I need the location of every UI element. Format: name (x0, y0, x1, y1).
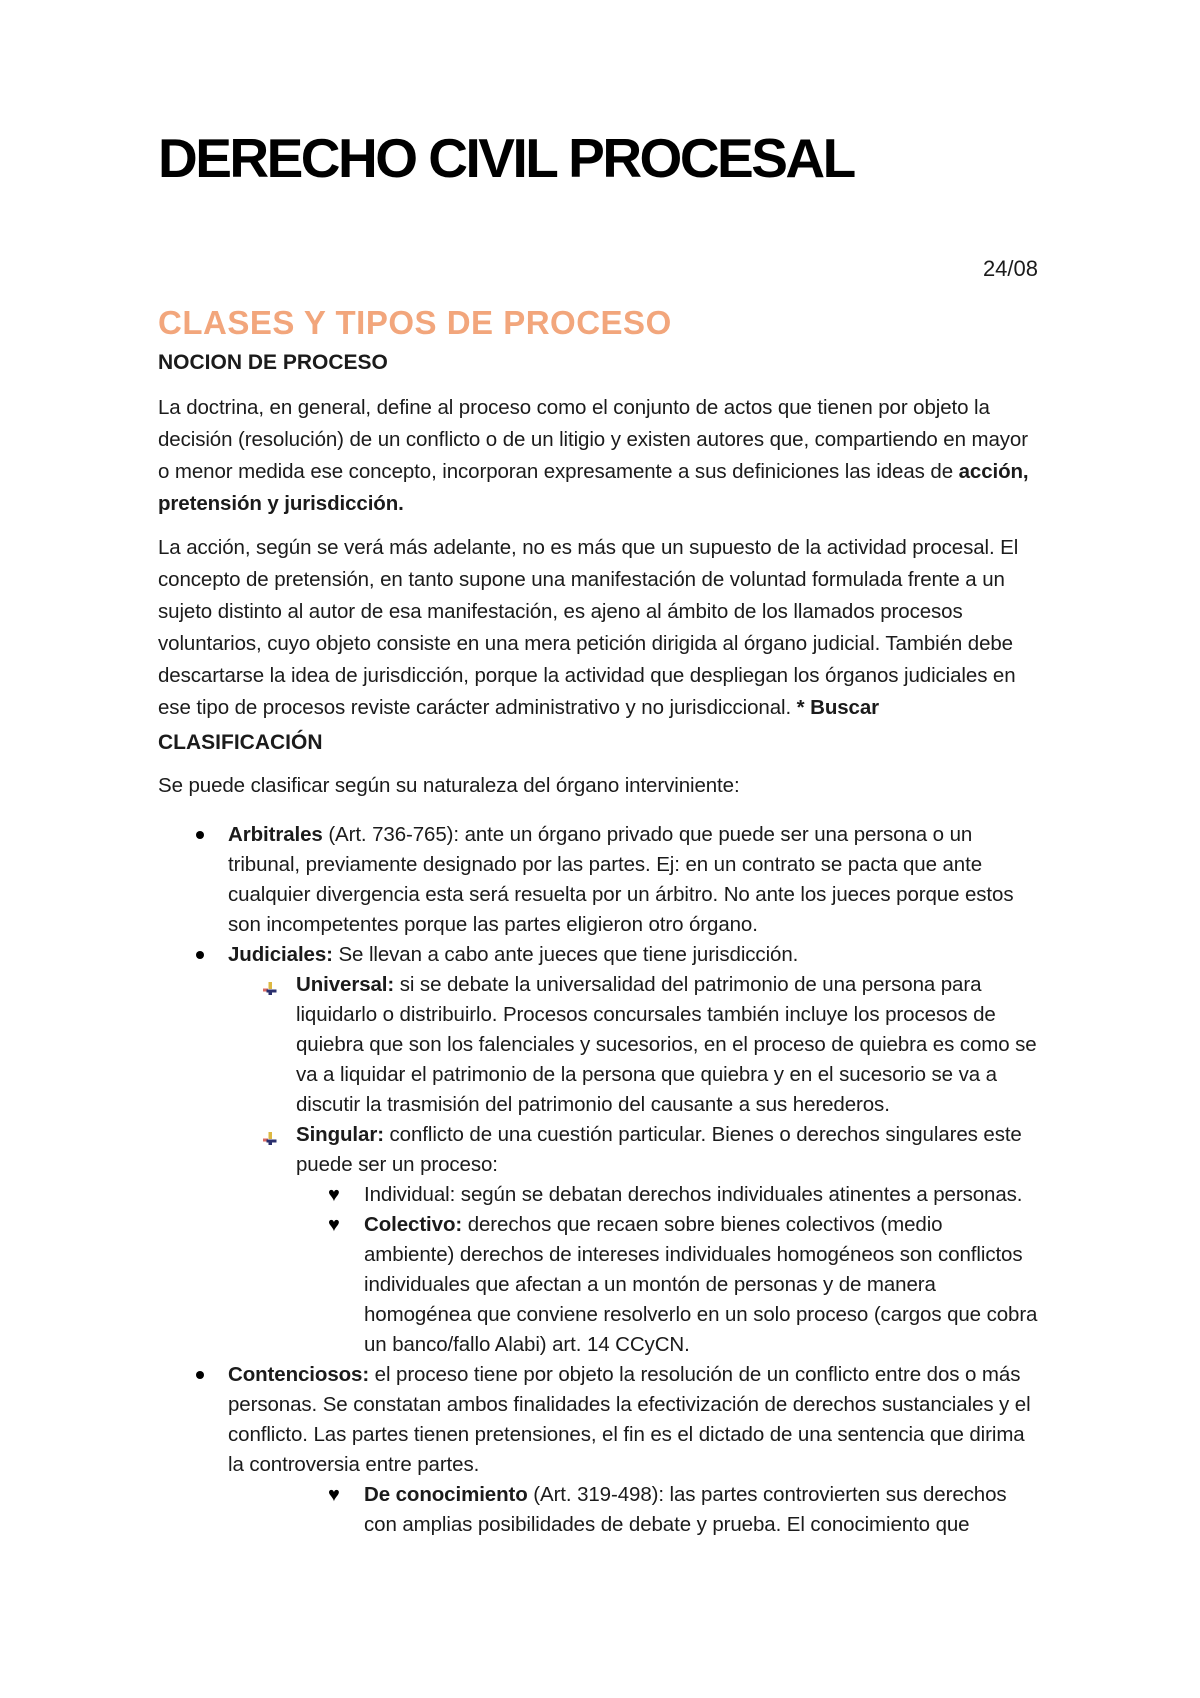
pin-arrow-bullet-icon (263, 1125, 277, 1155)
heart-bullet-icon: ♥ (328, 1484, 340, 1506)
classification-list (158, 820, 1038, 1540)
paragraph-clasificacion-intro: Se puede clasificar según su naturaleza del órgano interviniente: (158, 774, 740, 797)
list-item-lead: Contenciosos: (228, 1363, 370, 1386)
list-item-lead: Singular: (296, 1123, 384, 1146)
document-title: DERECHO CIVIL PROCESAL (158, 127, 854, 189)
list-item-singular (158, 1120, 1038, 1180)
paragraph-nocion-1 (158, 392, 1038, 520)
date-label: 24/08 (982, 256, 1038, 281)
bullet-dot-icon (196, 1371, 204, 1379)
list-item-text: derechos que recaen sobre bienes colectivos (medio ambiente) derechos de intereses individuales homogéneos son conflictos individuales que afectan a un montón de personas y de manera homogénea que conviene resolverlo en un solo proceso (cargos que cobra un banco/fallo Alabi) art. 14 CCyCN. (364, 1213, 1038, 1356)
paragraph-bold-text: * Buscar (796, 696, 880, 719)
paragraph-bold-text: acción, pretensión y jurisdicción. (158, 460, 1029, 515)
paragraph-text: La doctrina, en general, define al proceso como el conjunto de actos que tienen por objeto la decisión (resolución) de un conflicto o de un litigio y existen autores que, compartiendo en mayor o menor medida ese concepto, incorporan expresamente a sus definiciones las ideas de (158, 396, 1028, 483)
paragraph-nocion-2 (158, 532, 1038, 724)
list-item-lead: Universal: (296, 973, 395, 996)
pin-arrow-bullet-icon (263, 975, 277, 1005)
list-item-colectivo (158, 1210, 1038, 1360)
subheading-clasificacion: CLASIFICACIÓN (158, 731, 323, 754)
section-heading: CLASES Y TIPOS DE PROCESO (158, 304, 672, 341)
list-item-lead: Judiciales: (228, 943, 333, 966)
list-item-text: si se debate la universalidad del patrimonio de una persona para liquidarlo o distribuirlo. Procesos concursales también incluye los procesos de quiebra que son los falenciales y sucesorios, en el proceso de quiebra es como se va a liquidar el patrimonio de la persona que quiebra y en el sucesorio se va a discutir la trasmisión del patrimonio del causante a sus herederos. (296, 973, 1037, 1116)
list-item-text: (Art. 736-765): ante un órgano privado que puede ser una persona o un tribunal, previamente designado por las partes. Ej: en un contrato se pacta que ante cualquier divergencia esta será resuelta por un árbitro. No ante los jueces porque estos son incompetentes porque las partes eligieron otro órgano. (228, 823, 1014, 936)
list-item-de-conocimiento (158, 1480, 1038, 1540)
bullet-dot-icon (196, 951, 204, 959)
list-item-lead: Arbitrales (228, 823, 323, 846)
subheading-nocion: NOCION DE PROCESO (158, 351, 388, 374)
list-item-individual (158, 1180, 1038, 1210)
list-item-lead: Colectivo: (364, 1213, 463, 1236)
list-item-contenciosos (158, 1360, 1038, 1480)
list-item-judiciales (158, 940, 1038, 970)
list-item-arbitrales (158, 820, 1038, 940)
list-item-lead: De conocimiento (364, 1483, 528, 1506)
heart-bullet-icon: ♥ (328, 1184, 340, 1206)
heart-bullet-icon: ♥ (328, 1214, 340, 1236)
list-item-text: el proceso tiene por objeto la resolución de un conflicto entre dos o más personas. Se constatan ambos finalidades la efectivización de derechos sustanciales y el conflicto. Las partes tienen pretensiones, el fin es el dictado de una sentencia que dirima la controversia entre partes. (228, 1363, 1031, 1476)
list-item-text: (Art. 319-498): las partes controvierten sus derechos con amplias posibilidades de debate y prueba. El conocimiento que (364, 1483, 1007, 1536)
bullet-dot-icon (196, 831, 204, 839)
list-item-text: Individual: según se debatan derechos individuales atinentes a personas. (364, 1183, 1023, 1206)
list-item-universal (158, 970, 1038, 1120)
list-item-text: Se llevan a cabo ante jueces que tiene jurisdicción. (332, 943, 799, 966)
list-item-text: conflicto de una cuestión particular. Bienes o derechos singulares este puede ser un proceso: (296, 1123, 1022, 1176)
paragraph-text: La acción, según se verá más adelante, no es más que un supuesto de la actividad procesal. El concepto de pretensión, en tanto supone una manifestación de voluntad formulada frente a un sujeto distinto al autor de esa manifestación, es ajeno al ámbito de los llamados procesos voluntarios, cuyo objeto consiste en una mera petición dirigida al órgano judicial. También debe descartarse la idea de jurisdicción, porque la actividad que despliegan los órganos judiciales en ese tipo de procesos reviste carácter administrativo y no jurisdiccional. (158, 536, 1019, 719)
